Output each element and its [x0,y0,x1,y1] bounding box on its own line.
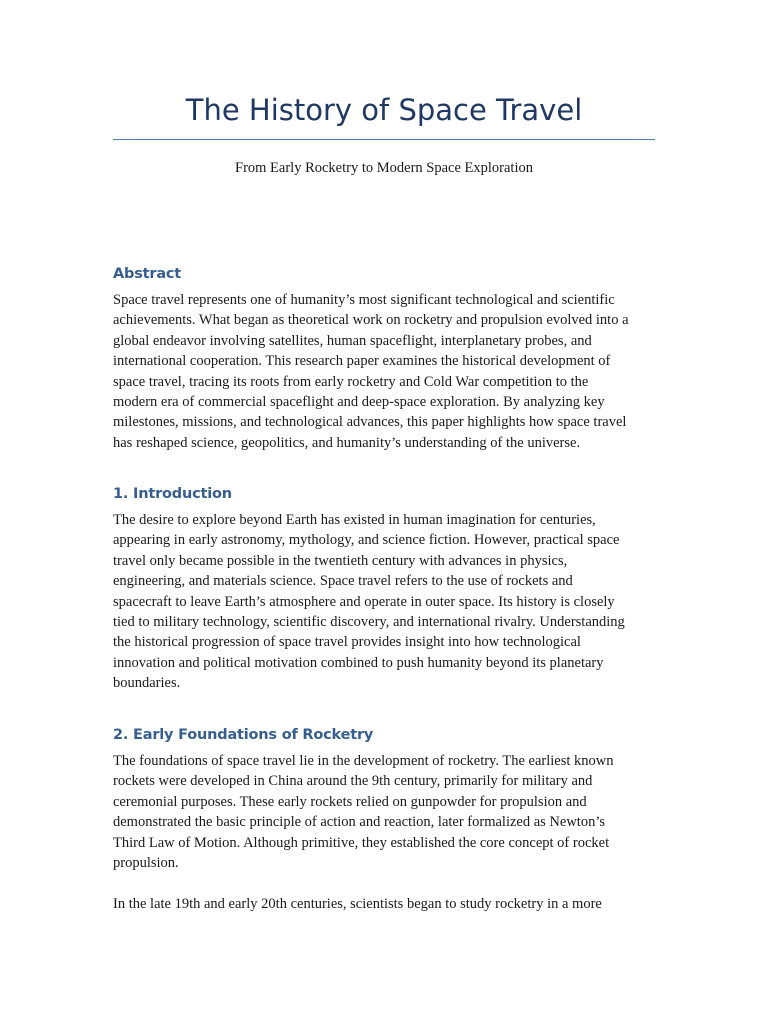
text-line: space travel, tracing its roots from early rocketry and Cold War competition to the [113,373,589,390]
text-line: tied to military technology, scientific discovery, and international rivalry. Understanding [113,614,625,631]
section-heading-introduction: 1. Introduction [113,486,232,502]
introduction-paragraph [113,510,655,694]
text-line: spacecraft to leave Earth’s atmosphere and operate in outer space. Its history is closely [113,593,615,610]
early-foundations-paragraph [113,751,655,873]
document-subtitle: From Early Rocketry to Modern Space Exploration [235,160,533,176]
section-heading-abstract: Abstract [113,266,182,282]
text-line: Space travel represents one of humanity’s most significant technological and scientific [113,292,615,308]
text-line: rockets were developed in China around the 9th century, primarily for military and [113,773,593,790]
text-line: engineering, and materials science. Space travel refers to the use of rockets and [113,573,573,590]
text-line: international cooperation. This research paper examines the historical development of [113,353,611,370]
text-line: The foundations of space travel lie in the development of rocketry. The earliest known [113,753,614,769]
text-line: global endeavor involving satellites, human spaceflight, interplanetary probes, and [113,332,592,349]
text-line: propulsion. [113,855,179,872]
text-line: Third Law of Motion. Although primitive, they established the core concept of rocket [113,834,610,851]
text-line: ceremonial purposes. These early rockets relied on gunpowder for propulsion and [113,793,587,810]
text-line: modern era of commercial spaceflight and deep-space exploration. By analyzing key [113,394,605,411]
text-line: innovation and political motivation combined to push humanity beyond its planetary [113,654,604,671]
text-line: demonstrated the basic principle of action and reaction, later formalized as Newton’s [113,814,606,831]
text-line: appearing in early astronomy, mythology, and science fiction. However, practical space [113,532,620,549]
text-line: achievements. What began as theoretical work on rocketry and propulsion evolved into a [113,312,629,329]
text-line: In the late 19th and early 20th centuries, scientists began to study rocketry in a more [113,896,602,912]
title-divider [113,139,655,140]
early-foundations-paragraph-2 [113,894,655,914]
text-line: The desire to explore beyond Earth has existed in human imagination for centuries, [113,512,596,528]
text-line: boundaries. [113,675,181,692]
text-line: has reshaped science, geopolitics, and humanity’s understanding of the universe. [113,434,581,451]
text-line: travel only became possible in the twentieth century with advances in physics, [113,552,568,569]
section-heading-early-foundations: 2. Early Foundations of Rocketry [113,727,374,743]
abstract-paragraph [113,290,655,453]
text-line: the historical progression of space travel provides insight into how technological [113,634,581,651]
text-line: milestones, missions, and technological advances, this paper highlights how space travel [113,414,627,431]
document-title: The History of Space Travel [185,93,583,127]
